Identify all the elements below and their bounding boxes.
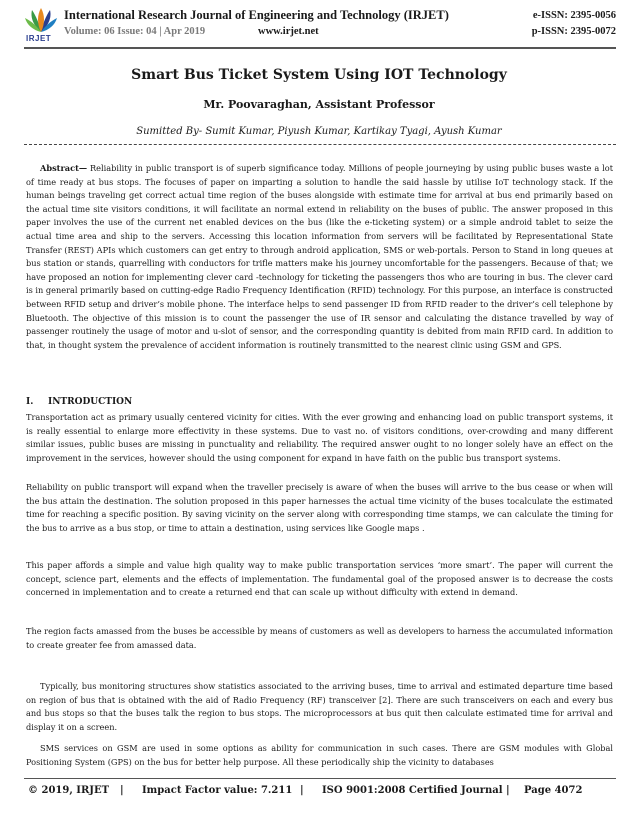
intro-paragraph-2: Reliability on public transport will expand when the traveller precisely is aware of when the buses will arrive to the bus cease or when will the bus attain the destination. The solution proposed in this paper harnesses the actual time vicinity of the buses tocalculate the estimated time for reaching a specific position. By saving vicinity on the server along with corresponding time stamps, we can calculate the timing for the bus to arrive as a bus stop, or time to attain a destination, using services like Google maps .	[26, 482, 613, 533]
intro-paragraph-4: The region facts amassed from the buses be accessible by means of customers as well as developers to harness the accumulated information to create greater fee from amassed data.	[26, 626, 613, 650]
intro-paragraph-6: SMS services on GSM are used in some options as ability for communication in such cases. There are GSM modules with Global Positioning System (GPS) on the bus for better help purpose. All these periodically ship the vicinity to databases	[26, 743, 613, 767]
paper-title: Smart Bus Ticket System Using IOT Technology	[131, 67, 507, 83]
section-title: INTRODUCTION	[48, 397, 133, 407]
footer-separator: |	[300, 785, 304, 796]
volume-issue: Volume: 06 Issue: 04 | Apr 2019	[64, 26, 206, 37]
header-divider	[24, 47, 616, 49]
section-number: I.	[26, 397, 34, 407]
footer-iso: ISO 9001:2008 Certified Journal	[322, 785, 503, 796]
journal-header	[24, 6, 616, 44]
abstract-text: Reliability in public transport is of superb significance today. Millions of people journeying by using public buses waste a lot of time ready at bus stops. The focuses of paper on imparting a solution to handle the said hassle by utilise IoT technology stack. If the human beings traveling get correct actual time region of the buses alongside with estimate time for arrival at bus end primarily based on the actual time site visitors conditions, it will facilitate an normal extend in reliability on the buses of public. The answer proposed in this paper involves the use of the current net enabled devices on the bus (like the e-ticketing system) or a simple android tablet to seize the actual time area and ship to the servers. Accessing this location information from servers will be facilitated by Representational State Transfer (REST) APIs which customers can get entry to through android application, SMS or web-portals. Person to Stand in long queues at bus station or stands, quarrelling with conductors for trifle matters make his journey uncomfortable for the passengers. Because of that; we have proposed an notion for implementing clever card -technology for ticketing the passengers thos who are touring in bus. The clever card is in general primarily based on cutting-edge Radio Frequency Identification (RFID) technology. For this purpose, an interface is constructed between RFID setup and driver’s mobile phone. The interface helps to send passenger ID from RFID reader to the driver’s cell telephone by Bluetooth. The objective of this mission is to count the passenger the use of IR sensor and calculating the distance travelled by way of passenger routinely the usage of motor and u-slot of sensor, and the corresponding quantity is debited from main RFID card. In addition to that, in thought system the prevalence of accident information is routinely transmitted to the nearest clinic using GSM and GPS.	[26, 163, 613, 350]
irjet-logo	[24, 6, 58, 44]
abstract-paragraph	[26, 162, 613, 352]
abstract-label: Abstract—	[40, 163, 88, 173]
p-issn: p-ISSN: 2395-0072	[531, 26, 616, 37]
section-heading-introduction	[26, 397, 132, 407]
leaf-logo-icon	[24, 6, 58, 36]
intro-paragraph-1: Transportation act as primary usually centered vicinity for cities. With the ever growing and enhancing load on public transport systems, it is really essential to enlarge more effectivity in these systems. Due to vast no. of visitors conditions, over-crowding and many different similar issues, public buses are missing in punctuality and reliability. The required answer ought to no longer solely have an effect on the improvement in the services, however should the using component for expand in have faith on the public bus transport systems.	[26, 412, 613, 463]
logo-text: IRJET	[26, 34, 52, 43]
page-footer	[24, 785, 616, 799]
footer-impact-factor: Impact Factor value: 7.211	[142, 785, 293, 796]
paper-author: Mr. Poovaraghan, Assistant Professor	[203, 98, 435, 111]
footer-divider	[24, 778, 616, 779]
e-issn: e-ISSN: 2395-0056	[532, 10, 616, 21]
journal-title: International Research Journal of Engineering and Technology (IRJET)	[64, 8, 449, 22]
footer-copyright: © 2019, IRJET	[28, 785, 110, 796]
submitted-by: Sumitted By- Sumit Kumar, Piyush Kumar, Kartikay Tyagi, Ayush Kumar	[136, 126, 502, 137]
dashed-divider	[24, 144, 616, 145]
footer-separator: |	[506, 785, 510, 796]
intro-paragraph-3: This paper affords a simple and value high quality way to make public transportation services ‘more smart’. The paper will current the concept, science part, elements and the effects of implementation. The fundamental goal of the proposed answer is to decrease the costs concerned in implementation and to create a returned end that can scale up without difficulty with extend in demand.	[26, 560, 613, 598]
footer-separator: |	[120, 785, 124, 796]
intro-paragraph-5: Typically, bus monitoring structures show statistics associated to the arriving buses, time to arrival and estimated departure time based on region of bus that is obtained with the aid of Radio Frequency (RF) transceiver [2]. There are such transceivers on each and every bus and bus stops so that the buses talk the region to bus stops. The microprocessors at bus quit then calculate estimated time for arrival and display it on a screen.	[26, 681, 613, 732]
journal-url[interactable]: www.irjet.net	[258, 26, 319, 37]
footer-page-number: Page 4072	[524, 785, 583, 796]
